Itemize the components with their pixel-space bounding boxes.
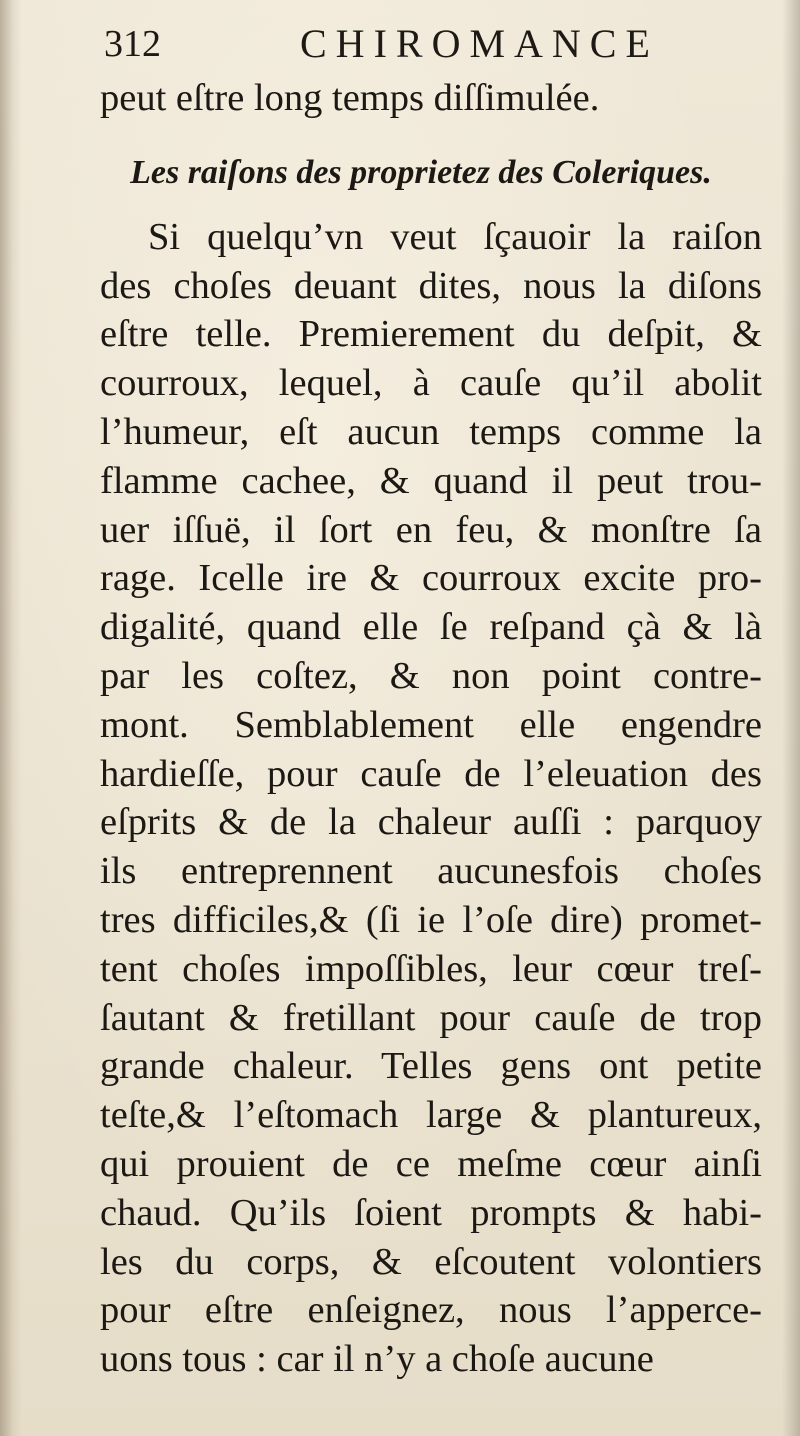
text-line: par les coſtez, & non point contre-	[100, 654, 762, 697]
text-line: rage. Icelle ire & courroux excite pro-	[100, 557, 762, 600]
text-line: teſte,& l’eſtomach large & plantureux,	[100, 1094, 762, 1137]
text-line: hardieſſe, pour cauſe de l’eleuation des	[100, 752, 762, 795]
text-line: eſtre telle. Premierement du deſpit, &	[100, 313, 762, 356]
section-heading: Les raiſons des proprietez des Coleriques.	[130, 153, 712, 191]
text-line: uer iſſuë, il ſort en feu, & monſtre ſa	[100, 508, 762, 551]
running-head	[104, 20, 664, 76]
text-line: uons tous : car il n’y a choſe aucune	[100, 1338, 654, 1381]
text-line: mont. Semblablement elle engendre	[100, 703, 762, 746]
text-line: digalité, quand elle ſe reſpand çà & là	[100, 606, 762, 649]
text-line: flamme cachee, & quand il peut trou-	[100, 459, 762, 502]
body-text	[100, 74, 762, 1384]
text-line: pour eſtre enſeignez, nous l’apperce-	[100, 1289, 762, 1332]
text-line: tres difficiles,& (ſi ie l’oſe dire) promet-	[100, 898, 762, 941]
page-number: 312	[104, 23, 161, 65]
text-line: Si quelqu’vn veut ſçauoir la raiſon	[148, 215, 762, 258]
gutter-shadow	[0, 0, 22, 1436]
text-line: courroux, lequel, à cauſe qu’il abolit	[100, 362, 762, 405]
page-edge-shadow	[782, 0, 800, 1436]
text-line: les du corps, & eſcoutent volontiers	[100, 1240, 762, 1283]
text-line: qui prouient de ce meſme cœur ainſi	[100, 1142, 762, 1185]
text-line: tent choſes impoſſibles, leur cœur treſ-	[100, 947, 762, 990]
text-line: eſprits & de la chaleur auſſi : parquoy	[100, 801, 762, 844]
text-line: des choſes deuant dites, nous la diſons	[100, 264, 762, 307]
text-line: l’humeur, eſt aucun temps comme la	[100, 410, 762, 453]
text-line: peut eſtre long temps diſſimulée.	[100, 77, 600, 119]
text-line: ſautant & fretillant pour cauſe de trop	[100, 996, 762, 1039]
text-line: chaud. Qu’ils ſoient prompts & habi-	[100, 1191, 762, 1234]
text-line: grande chaleur. Telles gens ont petite	[100, 1045, 762, 1088]
running-title: CHIROMANCE	[300, 21, 659, 66]
text-line: ils entreprennent aucunesfois choſes	[100, 850, 762, 893]
